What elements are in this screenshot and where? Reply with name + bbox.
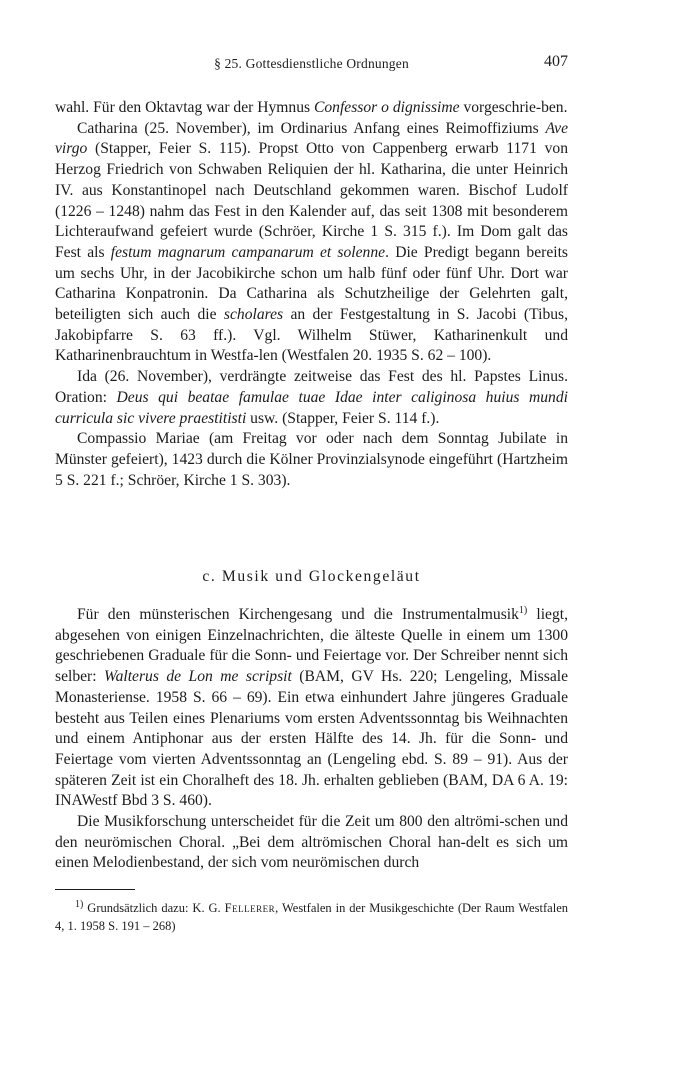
footnote-reference: 1)	[518, 604, 528, 616]
footnote-marker: 1)	[75, 898, 84, 910]
text-run: usw. (Stapper, Feier S. 114 f.).	[246, 409, 440, 427]
text-run: (Stapper, Feier S. 115). Propst Otto von Cappenberg erwarb 1171 von Herzog Friedrich von Schwaben Reliquien der hl. Katharina, die unter Heinrich IV. aus Konstantinopel nach Deutschland gekommen waren. Bischof Ludolf (1226 – 1248) nahm das Fest in den Kalender auf, das seit 1308 mit besonderem Lichteraufwand gefeiert wurde (Schröer, Kirche 1 S. 315 f.). Im Dom galt das Fest als	[55, 140, 568, 261]
latin-hymn-title: Confessor o dignissime	[313, 99, 460, 116]
body-text	[55, 98, 568, 491]
section-heading: c. Musik und Glockengeläut	[202, 568, 421, 585]
body-text-music	[55, 605, 568, 874]
text-run: Ida (26. November), verdrängte zeitweise das Fest des hl. Papstes Linus. Oration:	[55, 368, 568, 406]
latin-term: scholares	[223, 306, 284, 324]
footnote-author: Fellerer	[224, 901, 276, 915]
latin-term: festum magnarum campanarum et solenne	[110, 243, 386, 261]
latin-oration: Deus qui beatae famulae tuae Idae inter caliginosa huius mundi curricula sic vivere praestitisti	[55, 388, 568, 427]
footnote-divider	[55, 889, 135, 890]
text-run: (BAM, GV Hs. 220; Lengeling, Missale Monasteriense. 1958 S. 66 – 69). Ein etwa einhundert Jahre jüngeres Graduale besteht aus Teilen eines Plenariums vom ersten Adventssonntag bis Weihnachten und einem Antiphonar aus der ersten Hälfte des 14. Jh. für die Sonn- und Feiertage vom vierten Adventssonntag an (Lengeling ebd. S. 89 – 91). Aus der späteren Zeit ist ein Choralheft des 18. Jh. erhalten geblieben (BAM, DA 6 A. 19: INAWestf Bbd 3 S. 460).	[55, 668, 568, 810]
running-title: § 25. Gottesdienstliche Ordnungen	[214, 56, 409, 71]
paragraph-compassio	[55, 429, 568, 491]
text-run: Catharina (25. November), im Ordinarius Anfang eines Reimoffiziums	[77, 119, 546, 137]
text-run: wahl. Für den Oktavtag war der Hymnus	[55, 99, 314, 116]
page-number: 407	[544, 53, 568, 70]
latin-colophon: Walterus de Lon me scripsit	[104, 668, 292, 686]
latin-term: Ave virgo	[55, 119, 568, 158]
text-run: vorgeschrie-ben.	[459, 99, 568, 116]
text-run: Für den münsterischen Kirchengesang und die Instrumentalmusik	[77, 606, 519, 623]
paragraph-musikforschung	[55, 812, 568, 874]
text-run: Grundsätzlich dazu: K. G.	[83, 901, 225, 915]
text-run: , Westfalen in der Musikgeschichte (Der Raum Westfalen 4, 1. 1958 S. 191 – 268)	[55, 901, 568, 933]
paragraph-oktavtag	[55, 98, 568, 119]
paragraph-catharina	[55, 119, 568, 367]
paragraph-ida	[55, 367, 568, 429]
footnote	[55, 900, 568, 935]
running-head	[55, 53, 568, 75]
paragraph-kirchengesang	[55, 605, 568, 812]
text-run: Compassio Mariae (am Freitag vor oder nach dem Sonntag Jubilate in Münster gefeiert), 1423 durch die Kölner Provinzialsynode eingeführt (Hartzheim 5 S. 221 f.; Schröer, Kirche 1 S. 303).	[55, 430, 568, 489]
text-run: Die Musikforschung unterscheidet für die Zeit um 800 den altrömi-schen und den neurömischen Choral. „Bei dem altrömischen Choral han-delt es sich um einen Melodienbestand, der sich vom neurömischen durch	[55, 813, 568, 872]
text-run: . Die Predigt begann bereits um sechs Uhr, in der Jacobikirche schon um halb fünf oder fünf Uhr. Dort war Catharina Konpatronin. Da Catharina als Schutzheilige der Gelehrten galt, beteiligten sich auch die	[55, 243, 568, 324]
text-run: an der Festgestaltung in S. Jacobi (Tibus, Jakobipfarre S. 63 ff.). Vgl. Wilhelm Stüwer, Katharinenkult und Katharinenbrauchtum in Westfa-len (Westfalen 20. 1935 S. 62 – 100).	[55, 306, 568, 365]
text-run: liegt, abgesehen von einigen Einzelnachrichten, die älteste Quelle in einem um 1300 geschriebenen Graduale für die Sonn- und Feiertage vor. Der Schreiber nennt sich selber:	[55, 606, 569, 686]
